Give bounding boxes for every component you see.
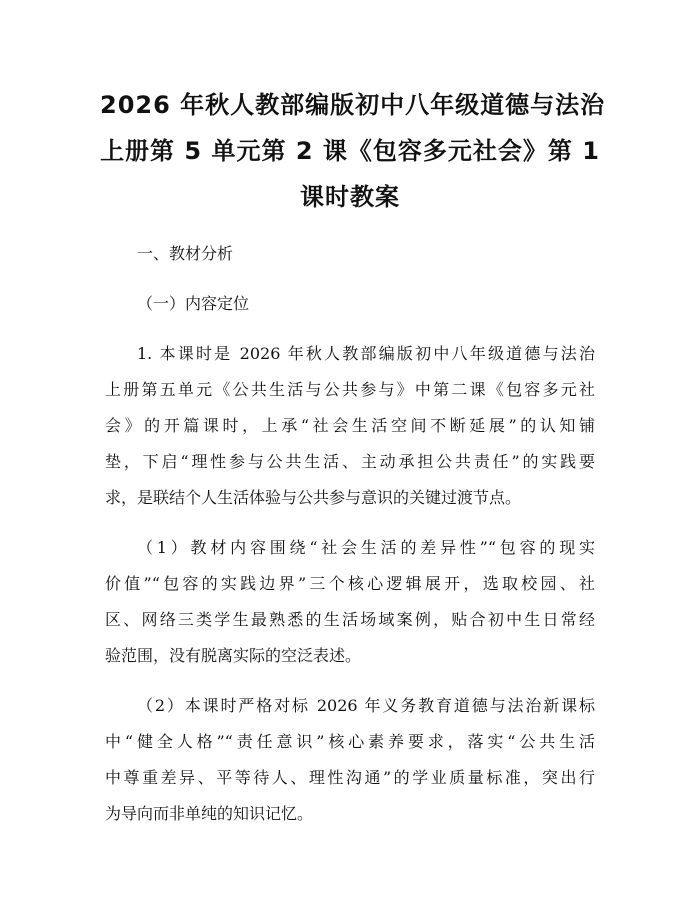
paragraph-line: 为导向而非单纯的知识记忆。 xyxy=(105,804,314,823)
paragraph-line: 垫，下启“理性参与公共生活、主动承担公共责任”的实践要 xyxy=(105,452,595,471)
paragraph-textbook-content xyxy=(105,530,595,674)
document-title xyxy=(100,82,606,220)
title-line: 2026 年秋人教部编版初中八年级道德与法治 xyxy=(100,91,606,119)
paragraph-line: （1）教材内容围绕“社会生活的差异性”“包容的现实 xyxy=(137,538,595,557)
title-line: 上册第 5 单元第 2 课《包容多元社会》第 1 xyxy=(100,137,600,165)
subsection-heading: （一）内容定位 xyxy=(137,294,250,313)
section-heading: 一、教材分析 xyxy=(137,244,234,263)
paragraph-line: 求，是联结个人生活体验与公共参与意识的关键过渡节点。 xyxy=(105,488,522,507)
document-body xyxy=(105,236,595,846)
paragraph-line: 区、网络三类学生最熟悉的生活场域案例，贴合初中生日常经 xyxy=(105,610,595,629)
paragraph-line: 中“健全人格”“责任意识”核心素养要求，落实“公共生活 xyxy=(105,732,595,751)
paragraph-line: 1. 本课时是 2026 年秋人教部编版初中八年级道德与法治 xyxy=(137,344,595,363)
paragraph-line: 价值”“包容的实践边界”三个核心逻辑展开，选取校园、社 xyxy=(105,574,595,593)
paragraph-line: 验范围，没有脱离实际的空泛表述。 xyxy=(105,646,362,665)
paragraph-line: 会》的开篇课时，上承“社会生活空间不断延展”的认知铺 xyxy=(105,416,595,435)
paragraph-line: 上册第五单元《公共生活与公共参与》中第二课《包容多元社 xyxy=(105,380,595,399)
paragraph-line: 中尊重差异、平等待人、理性沟通”的学业质量标准，突出行 xyxy=(105,768,595,787)
paragraph-curriculum-standard xyxy=(105,688,595,832)
title-line: 课时教案 xyxy=(300,183,400,211)
paragraph-content-position xyxy=(105,336,595,516)
paragraph-line: （2）本课时严格对标 2026 年义务教育道德与法治新课标 xyxy=(137,696,595,715)
